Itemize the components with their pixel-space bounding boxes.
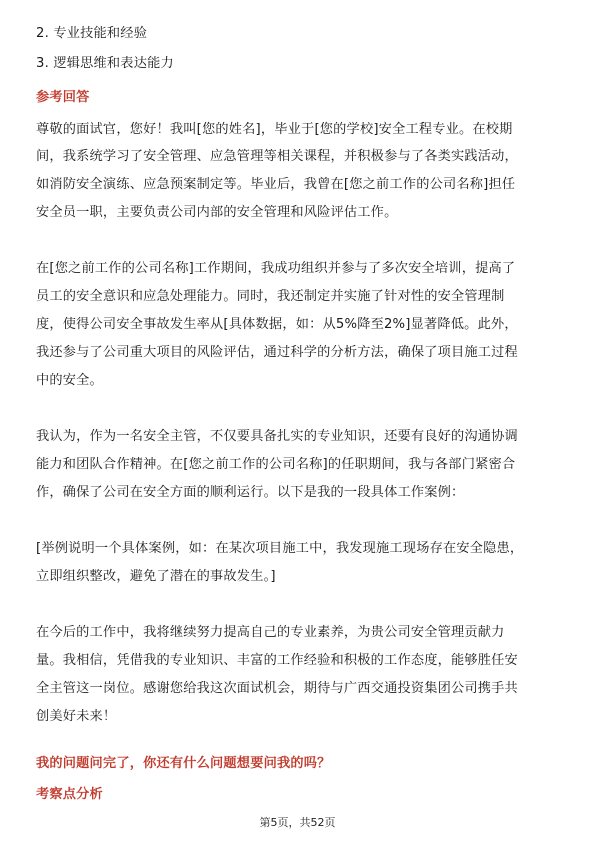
analysis-heading: 考察点分析 bbox=[36, 787, 103, 802]
interview-question: 我的问题问完了，你还有什么问题想要问我的吗？ bbox=[36, 756, 331, 771]
paragraph-line: 全主管这一岗位。感谢您给我这次面试机会，期待与广西交通投资集团公司携手共 bbox=[36, 681, 518, 696]
paragraph-line: 作，确保了公司在安全方面的顺利运行。以下是我的一段具体工作案例： bbox=[36, 485, 465, 500]
paragraph-line: 我还参与了公司重大项目的风险评估，通过科学的分析方法，确保了项目施工过程 bbox=[36, 345, 518, 360]
paragraph-line: 中的安全。 bbox=[36, 373, 103, 388]
paragraph-line: 能力和团队合作精神。在[您之前工作的公司名称]的任职期间，我与各部门紧密合 bbox=[36, 457, 516, 472]
list-item: 2. 专业技能和经验 bbox=[36, 26, 148, 41]
paragraph-line: 创美好未来！ bbox=[36, 709, 117, 724]
paragraph-line: [举例说明一个具体案例，如：在某次项目施工中，我发现施工现场存在安全隐患， bbox=[36, 541, 524, 556]
reference-answer-heading: 参考回答 bbox=[36, 90, 90, 105]
list-item: 3. 逻辑思维和表达能力 bbox=[36, 56, 174, 71]
paragraph-line: 在今后的工作中，我将继续努力提高自己的专业素养，为贵公司安全管理贡献力 bbox=[36, 625, 505, 640]
paragraph-line: 员工的安全意识和应急处理能力。同时，我还制定并实施了针对性的安全管理制 bbox=[36, 289, 505, 304]
paragraph-line: 量。我相信，凭借我的专业知识、丰富的工作经验和积极的工作态度，能够胜任安 bbox=[36, 653, 518, 668]
paragraph-line: 我认为，作为一名安全主管，不仅要具备扎实的专业知识，还要有良好的沟通协调 bbox=[36, 429, 518, 444]
paragraph-line: 间，我系统学习了安全管理、应急管理等相关课程，并积极参与了各类实践活动， bbox=[36, 149, 518, 164]
paragraph-line: 尊敬的面试官，您好！我叫[您的姓名]，毕业于[您的学校]安全工程专业。在校期 bbox=[36, 122, 513, 137]
paragraph-line: 度，使得公司安全事故发生率从[具体数据，如：从5%降至2%]显著降低。此外， bbox=[36, 317, 518, 332]
paragraph-line: 在[您之前工作的公司名称]工作期间，我成功组织并参与了多次安全培训，提高了 bbox=[36, 261, 516, 276]
paragraph-line: 安全员一职，主要负责公司内部的安全管理和风险评估工作。 bbox=[36, 205, 398, 220]
paragraph-line: 如消防安全演练、应急预案制定等。毕业后，我曾在[您之前工作的公司名称]担任 bbox=[36, 177, 516, 192]
page-number: 第5页，共52页 bbox=[259, 816, 336, 829]
paragraph-line: 立即组织整改，避免了潜在的事故发生。] bbox=[36, 569, 276, 584]
